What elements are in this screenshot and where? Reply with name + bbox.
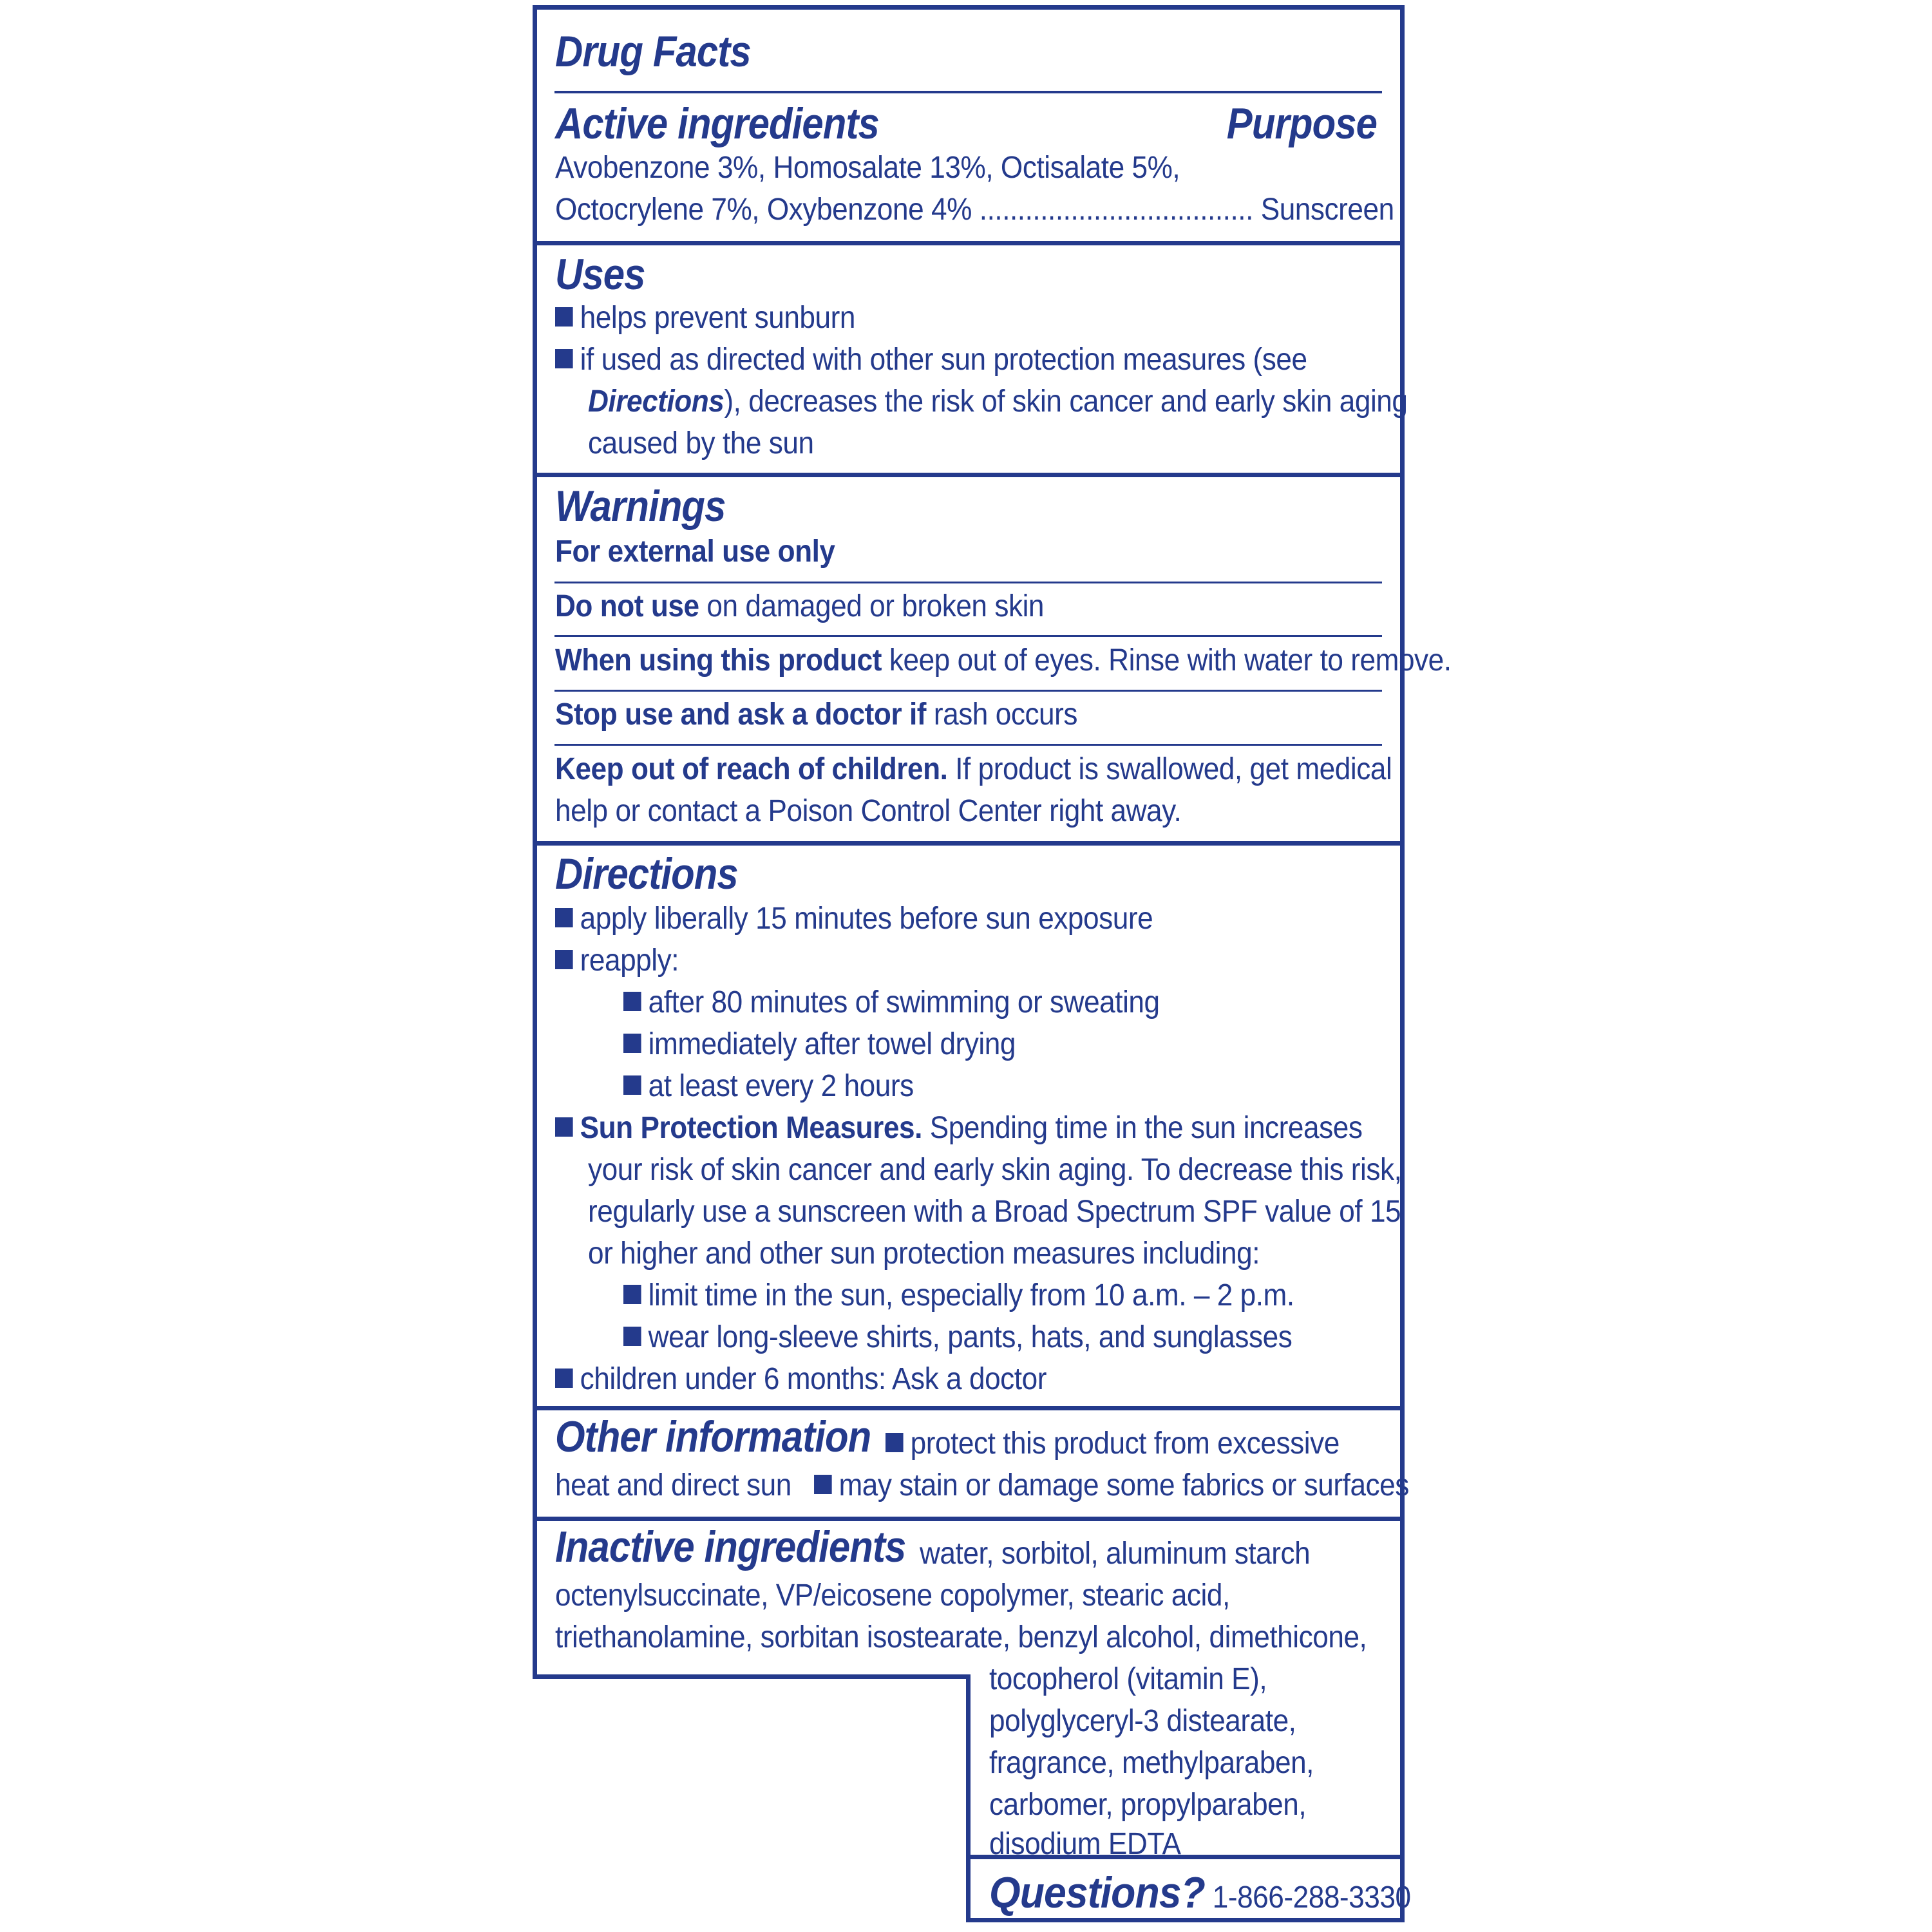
- bullet-icon: [623, 1285, 641, 1304]
- directions-item-3: Sun Protection Measures. Spending time in the sun increases: [555, 1113, 1362, 1144]
- uses-item-1: helps prevent sunburn: [555, 303, 855, 334]
- rule-warn-2: [554, 635, 1382, 637]
- rule-warn-1: [554, 582, 1382, 583]
- inactive-line-5: polyglyceryl-3 distearate,: [989, 1704, 1296, 1738]
- active-heading: Active ingredients: [555, 99, 879, 148]
- inactive-line-8: disodium EDTA: [989, 1827, 1181, 1861]
- rule-warn-4: [554, 744, 1382, 746]
- warnings-heading: Warnings: [555, 482, 726, 531]
- uses-item-2: if used as directed with other sun protection measures (see: [555, 345, 1307, 375]
- uses-item-2-cont: Directions), decreases the risk of skin cancer and early skin aging: [588, 384, 1408, 419]
- other-heading: Other information: [555, 1412, 871, 1461]
- bullet-icon: [555, 1368, 573, 1388]
- bullet-icon: [814, 1475, 832, 1494]
- inactive-heading: Inactive ingredients: [555, 1522, 906, 1571]
- directions-item-1: apply liberally 15 minutes before sun exposure: [555, 904, 1153, 934]
- directions-item-2c: at least every 2 hours: [623, 1071, 914, 1102]
- inactive-line-6: fragrance, methylparaben,: [989, 1746, 1314, 1780]
- directions-item-3-l3: regularly use a sunscreen with a Broad Spectrum SPF value of 15: [588, 1195, 1401, 1229]
- bullet-icon: [623, 1075, 641, 1095]
- inactive-line-3: triethanolamine, sorbitan isostearate, benzyl alcohol, dimethicone,: [555, 1620, 1367, 1654]
- keep-out-reach: Keep out of reach of children. If product is swallowed, get medical: [555, 752, 1392, 786]
- leader-dots: ....................................: [979, 193, 1253, 227]
- directions-item-2a: after 80 minutes of swimming or sweating: [623, 987, 1160, 1018]
- bullet-icon: [555, 349, 573, 368]
- uses-item-2-end: caused by the sun: [588, 426, 814, 460]
- do-not-use: Do not use on damaged or broken skin: [555, 589, 1045, 623]
- purpose-value: Sunscreen: [1260, 193, 1394, 227]
- rule-warn-3: [554, 690, 1382, 692]
- directions-item-4: children under 6 months: Ask a doctor: [555, 1364, 1046, 1395]
- questions-label: Questions?: [989, 1868, 1205, 1917]
- active-line-1: Avobenzone 3%, Homosalate 13%, Octisalate 5%,: [555, 151, 1180, 185]
- other-item-1: protect this product from excessive: [886, 1428, 1340, 1459]
- directions-item-2: reapply:: [555, 945, 679, 976]
- inactive-line-1: water, sorbitol, aluminum starch: [920, 1537, 1311, 1571]
- purpose-heading: Purpose: [1226, 99, 1377, 148]
- questions-line: [989, 1868, 1411, 1917]
- bullet-icon: [623, 1034, 641, 1053]
- directions-heading: Directions: [555, 849, 738, 898]
- inactive-line-2: octenylsuccinate, VP/eicosene copolymer, stearic acid,: [555, 1578, 1230, 1613]
- bullet-icon: [623, 1327, 641, 1346]
- divider-other: [533, 1406, 1405, 1410]
- directions-item-3b: wear long-sleeve shirts, pants, hats, and sunglasses: [623, 1322, 1292, 1353]
- divider-inactive: [533, 1517, 1405, 1521]
- inactive-line-4: tocopherol (vitamin E),: [989, 1662, 1267, 1696]
- external-use: For external use only: [555, 535, 835, 569]
- bullet-icon: [555, 307, 573, 327]
- stop-use: Stop use and ask a doctor if rash occurs: [555, 697, 1078, 732]
- uses-heading: Uses: [555, 250, 645, 299]
- directions-item-2b: immediately after towel drying: [623, 1029, 1016, 1060]
- directions-item-3-l2: your risk of skin cancer and early skin aging. To decrease this risk,: [588, 1153, 1402, 1187]
- directions-item-3-l4: or higher and other sun protection measures including:: [588, 1236, 1260, 1271]
- bullet-icon: [555, 950, 573, 969]
- page-title: Drug Facts: [555, 27, 751, 76]
- bullet-icon: [555, 908, 573, 927]
- divider-uses: [533, 241, 1405, 245]
- active-line-2: Octocrylene 7%, Oxybenzone 4% .................................... Sunscreen: [555, 193, 1394, 227]
- rule-title: [554, 91, 1382, 93]
- bullet-icon: [555, 1117, 573, 1137]
- questions-phone: 1-866-288-3330: [1212, 1880, 1411, 1915]
- divider-directions: [533, 841, 1405, 846]
- inactive-line-7: carbomer, propylparaben,: [989, 1788, 1307, 1822]
- divider-warnings: [533, 473, 1405, 477]
- keep-out-reach-cont: help or contact a Poison Control Center right away.: [555, 794, 1182, 828]
- when-using: When using this product keep out of eyes. Rinse with water to remove.: [555, 643, 1452, 677]
- panel-step: [533, 1674, 971, 1679]
- bullet-icon: [623, 992, 641, 1011]
- bullet-icon: [886, 1433, 904, 1452]
- directions-item-3a: limit time in the sun, especially from 10 a.m. – 2 p.m.: [623, 1280, 1294, 1311]
- other-line-2: heat and direct sun may stain or damage some fabrics or surfaces: [555, 1468, 1409, 1502]
